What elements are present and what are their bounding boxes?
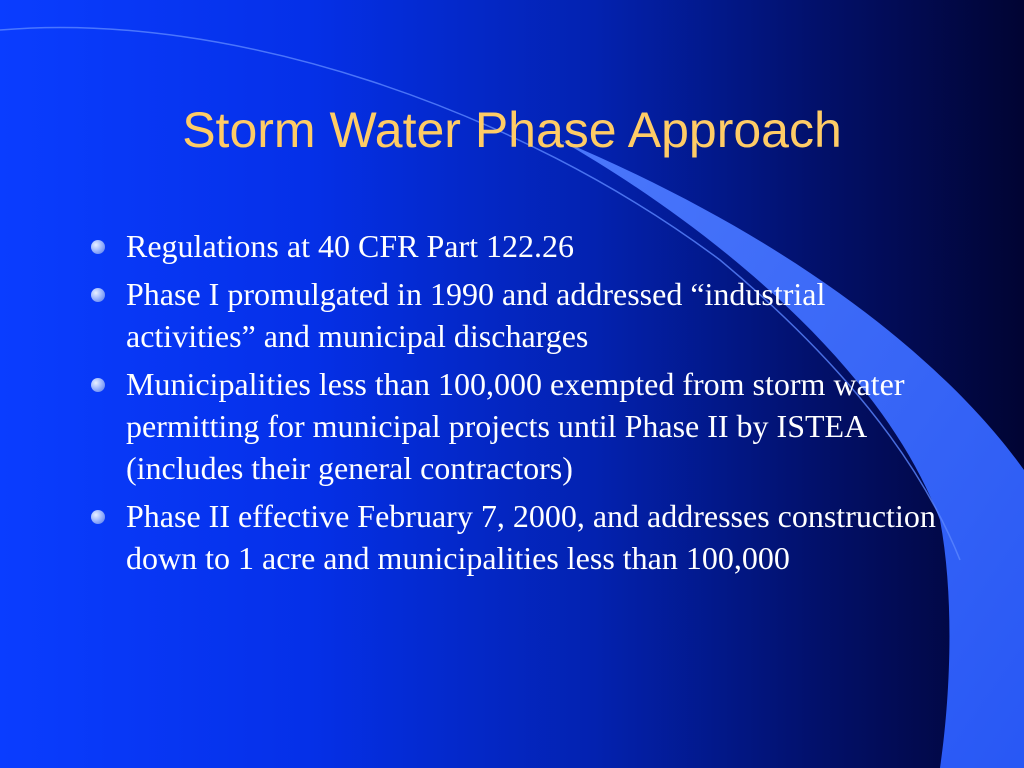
bullet-item bbox=[90, 363, 950, 489]
bullet-list bbox=[90, 225, 950, 585]
bullet-text: Municipalities less than 100,000 exempted from storm water permitting for municipal projects until Phase II by ISTEA (includes their general contractors) bbox=[126, 366, 905, 486]
bullet-icon bbox=[91, 510, 105, 524]
bullet-item bbox=[90, 225, 950, 267]
bullet-item bbox=[90, 273, 950, 357]
bullet-icon bbox=[91, 240, 105, 254]
bullet-text: Phase II effective February 7, 2000, and addresses construction down to 1 acre and municipalities less than 100,000 bbox=[126, 498, 936, 576]
bullet-icon bbox=[91, 288, 105, 302]
bullet-text: Regulations at 40 CFR Part 122.26 bbox=[126, 228, 574, 264]
bullet-item bbox=[90, 495, 950, 579]
slide-title: Storm Water Phase Approach bbox=[182, 102, 842, 158]
bullet-text: Phase I promulgated in 1990 and addressed “industrial activities” and municipal discharges bbox=[126, 276, 826, 354]
bullet-icon bbox=[91, 378, 105, 392]
